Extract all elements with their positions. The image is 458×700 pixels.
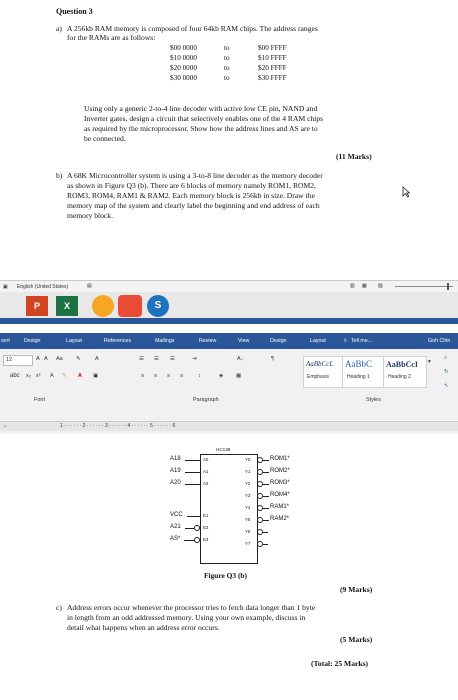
align-left-icon[interactable]: ≡ [141, 373, 145, 379]
borders-icon[interactable]: ▦ [236, 373, 242, 379]
question-title: Question 3 [56, 7, 93, 16]
enable-signal: AS* [170, 536, 181, 542]
range-end: $20 FFFF [258, 64, 287, 72]
zoom-slider-handle[interactable] [447, 283, 449, 290]
wire [263, 520, 269, 521]
part-b-line2: as shown in Figure Q3 (b). There are 6 blocks of memory namely ROM1, ROM2, [67, 181, 316, 190]
tell-me-input[interactable]: Tell me... [351, 338, 373, 344]
web-layout-icon[interactable]: ▧ [378, 283, 383, 289]
range-from: $20 0000 [170, 64, 197, 72]
wire [263, 532, 268, 533]
range-to: to [224, 74, 230, 82]
clear-format-icon[interactable]: ✎ [76, 356, 81, 362]
lightbulb-icon: ◊ [344, 338, 347, 344]
inversion-bubble [194, 537, 200, 543]
input-pin: A1 [203, 469, 209, 474]
output-pin: Y2 [245, 481, 251, 486]
ruler-ticks: 1 · · · · · · 2 · · · · · · 3 · · · · · · 4 · · · · · · 5 · · · · · · 6 [60, 423, 176, 429]
input-signal: A18 [170, 456, 181, 462]
mouse-cursor-icon [402, 186, 410, 198]
output-signal: RAM1* [270, 504, 290, 510]
skype-icon[interactable]: S [147, 295, 169, 317]
range-to: to [224, 54, 230, 62]
style-emphasis[interactable]: AaBbCcL Emphasis [303, 356, 343, 388]
text-effects-button[interactable]: A [95, 356, 99, 362]
part-b-marks: (9 Marks) [340, 585, 373, 594]
output-pin: Y1 [245, 469, 251, 474]
range-end: $00 FFFF [258, 44, 287, 52]
part-a-para1: Using only a generic 2-to-4 line decoder with active low CE pin, NAND and [84, 104, 318, 113]
range-from: $10 0000 [170, 54, 197, 62]
superscript-button[interactable]: x² [36, 373, 41, 379]
wire [185, 484, 200, 485]
ribbon-tabs [0, 333, 458, 349]
shrink-font-button[interactable]: A [44, 356, 48, 362]
wire [263, 496, 269, 497]
title-strip [0, 318, 458, 324]
part-c-line2: in length from an odd addressed memory. Using your own example, discuss in [67, 613, 306, 622]
shading-icon[interactable]: ◈ [219, 373, 224, 379]
grow-font-button[interactable]: A [36, 356, 40, 362]
wire [187, 516, 200, 517]
enable-pin: E3 [203, 537, 209, 542]
wire [263, 472, 269, 473]
tab-table-design[interactable]: Design [270, 338, 287, 344]
read-mode-icon[interactable]: ▥ [350, 283, 355, 289]
wire [263, 508, 269, 509]
enable-pin: E1 [203, 513, 209, 518]
output-pin: Y4 [245, 505, 251, 510]
range-end: $30 FFFF [258, 74, 287, 82]
part-c-marks: (5 Marks) [340, 635, 373, 644]
change-case-button[interactable]: Aa [56, 356, 63, 362]
input-signal: A19 [170, 468, 181, 474]
total-marks: (Total: 25 Marks) [311, 659, 369, 668]
indent-icon[interactable]: ⇥ [192, 356, 197, 362]
tab-layout[interactable]: Layout [66, 338, 82, 344]
output-signal: ROM2* [270, 468, 290, 474]
part-c-line3: detail what happens when an address error occurs. [67, 623, 220, 632]
part-a-line2: for the RAMs are as follows: [67, 33, 156, 42]
taskbar [0, 292, 458, 324]
part-a-para4: be connected. [84, 134, 126, 143]
input-pin: A0 [203, 457, 209, 462]
output-pin: Y0 [245, 457, 251, 462]
wire [263, 484, 269, 485]
tab-design[interactable]: Design [24, 338, 41, 344]
range-from: $00 0000 [170, 44, 197, 52]
enable-signal: A21 [170, 524, 181, 530]
output-pin: Y6 [245, 529, 251, 534]
part-a-para3: as required by the microprocessor. Show how the address lines and AS are to [84, 124, 318, 133]
figure-caption: Figure Q3 (b) [204, 571, 247, 580]
text-effects-icon[interactable]: A [50, 373, 54, 379]
input-pin: A2 [203, 481, 209, 486]
highlight-icon[interactable]: ✎ [62, 373, 67, 379]
multilevel-list-icon[interactable]: ☰ [170, 356, 175, 362]
account-name[interactable]: Goh Chin [428, 338, 451, 344]
opera-icon[interactable] [118, 295, 142, 317]
select-icon[interactable]: ↖ [444, 383, 449, 389]
part-a-label: a) [56, 24, 62, 33]
styles-more-icon[interactable]: ▾ [428, 359, 431, 365]
enable-signal: VCC [170, 512, 183, 518]
part-b-line3: ROM3, ROM4, RAM1 & RAM2. Each memory block is 256kb in size. Draw the [67, 191, 315, 200]
find-icon[interactable]: ⌕ [444, 355, 448, 361]
wire [185, 472, 200, 473]
tab-mailings[interactable]: Mailings [155, 338, 175, 344]
part-c-line1: Address errors occur whenever the processor tries to fetch data longer than 1 byte [67, 603, 316, 612]
part-a-para2: Inverter gates, design a circuit that selectively enables one of the 4 RAM chips [84, 114, 324, 123]
tab-references[interactable]: References [104, 338, 132, 344]
output-signal: RAM2* [270, 516, 290, 522]
range-end: $10 FFFF [258, 54, 287, 62]
paragraph-group-label: Paragraph [193, 397, 219, 403]
output-pin: Y3 [245, 493, 251, 498]
proofing-icon[interactable]: ▣ [3, 284, 8, 290]
style-heading-2[interactable]: AaBbCcI Heading 2 [383, 356, 427, 388]
wire [263, 544, 268, 545]
range-to: to [224, 64, 230, 72]
wire [184, 540, 194, 541]
print-layout-icon[interactable]: ▦ [362, 283, 367, 289]
chip-label: HC138 [216, 447, 231, 452]
strikethrough-button[interactable]: abc [10, 373, 20, 379]
subscript-button[interactable]: x₂ [26, 373, 31, 379]
excel-icon[interactable]: X [56, 296, 78, 316]
macro-icon[interactable]: ▤ [87, 283, 92, 289]
tab-selector-icon[interactable]: ∟ [3, 423, 8, 429]
output-signal: ROM1* [270, 456, 290, 462]
font-group-label: Font [34, 397, 46, 403]
part-c-label: c) [56, 603, 62, 612]
output-pin: Y7 [245, 541, 251, 546]
justify-icon[interactable]: ≡ [180, 373, 184, 379]
input-signal: A20 [170, 480, 181, 486]
sort-icon[interactable]: A↓ [237, 356, 244, 362]
tab-review[interactable]: Review [199, 338, 217, 344]
numbering-icon[interactable]: ☰ [154, 356, 159, 362]
range-to: to [224, 44, 230, 52]
range-from: $30 0000 [170, 74, 197, 82]
output-pin: Y5 [245, 517, 251, 522]
enable-pin: E2 [203, 525, 209, 530]
tab-insert[interactable]: sert [1, 338, 10, 344]
part-b-label: b) [56, 171, 63, 180]
replace-icon[interactable]: ↻ [444, 369, 449, 375]
style-heading-1[interactable]: AaBbC Heading 1 [342, 356, 384, 388]
font-color-button[interactable]: A [78, 373, 82, 379]
horizontal-ruler[interactable] [0, 421, 458, 431]
line-spacing-icon[interactable]: ↕ [198, 373, 201, 379]
part-a-marks: (11 Marks) [336, 152, 372, 161]
output-signal: ROM3* [270, 480, 290, 486]
powerpoint-icon[interactable]: P [26, 296, 48, 316]
pilcrow-icon[interactable]: ¶ [271, 356, 274, 362]
inversion-bubble [194, 525, 200, 531]
language-indicator[interactable]: English (United States) [17, 284, 69, 290]
chrome-icon[interactable] [92, 295, 114, 317]
wire [263, 460, 269, 461]
part-b-line4: memory map of the system and clearly label the beginning and end address of each [67, 201, 320, 210]
wire [185, 460, 200, 461]
zoom-slider[interactable] [395, 286, 453, 287]
part-b-line5: memory block. [67, 211, 113, 220]
character-shading-icon[interactable]: ▣ [93, 373, 99, 379]
part-b-line1: A 68K Microcontroller system is using a 3-to-8 line decoder as the memory decoder [67, 171, 323, 180]
tab-view[interactable]: View [238, 338, 250, 344]
bullets-icon[interactable]: ☰ [139, 356, 144, 362]
align-right-icon[interactable]: ≡ [167, 373, 171, 379]
wire [185, 528, 194, 529]
part-a-line1: A 256kb RAM memory is composed of four 64kb RAM chips. The address ranges [67, 24, 318, 33]
align-center-icon[interactable]: ≡ [154, 373, 158, 379]
styles-group-label: Styles [366, 397, 381, 403]
output-signal: ROM4* [270, 492, 290, 498]
tab-table-layout[interactable]: Layout [310, 338, 326, 344]
font-size-select[interactable]: 12 [3, 355, 33, 366]
